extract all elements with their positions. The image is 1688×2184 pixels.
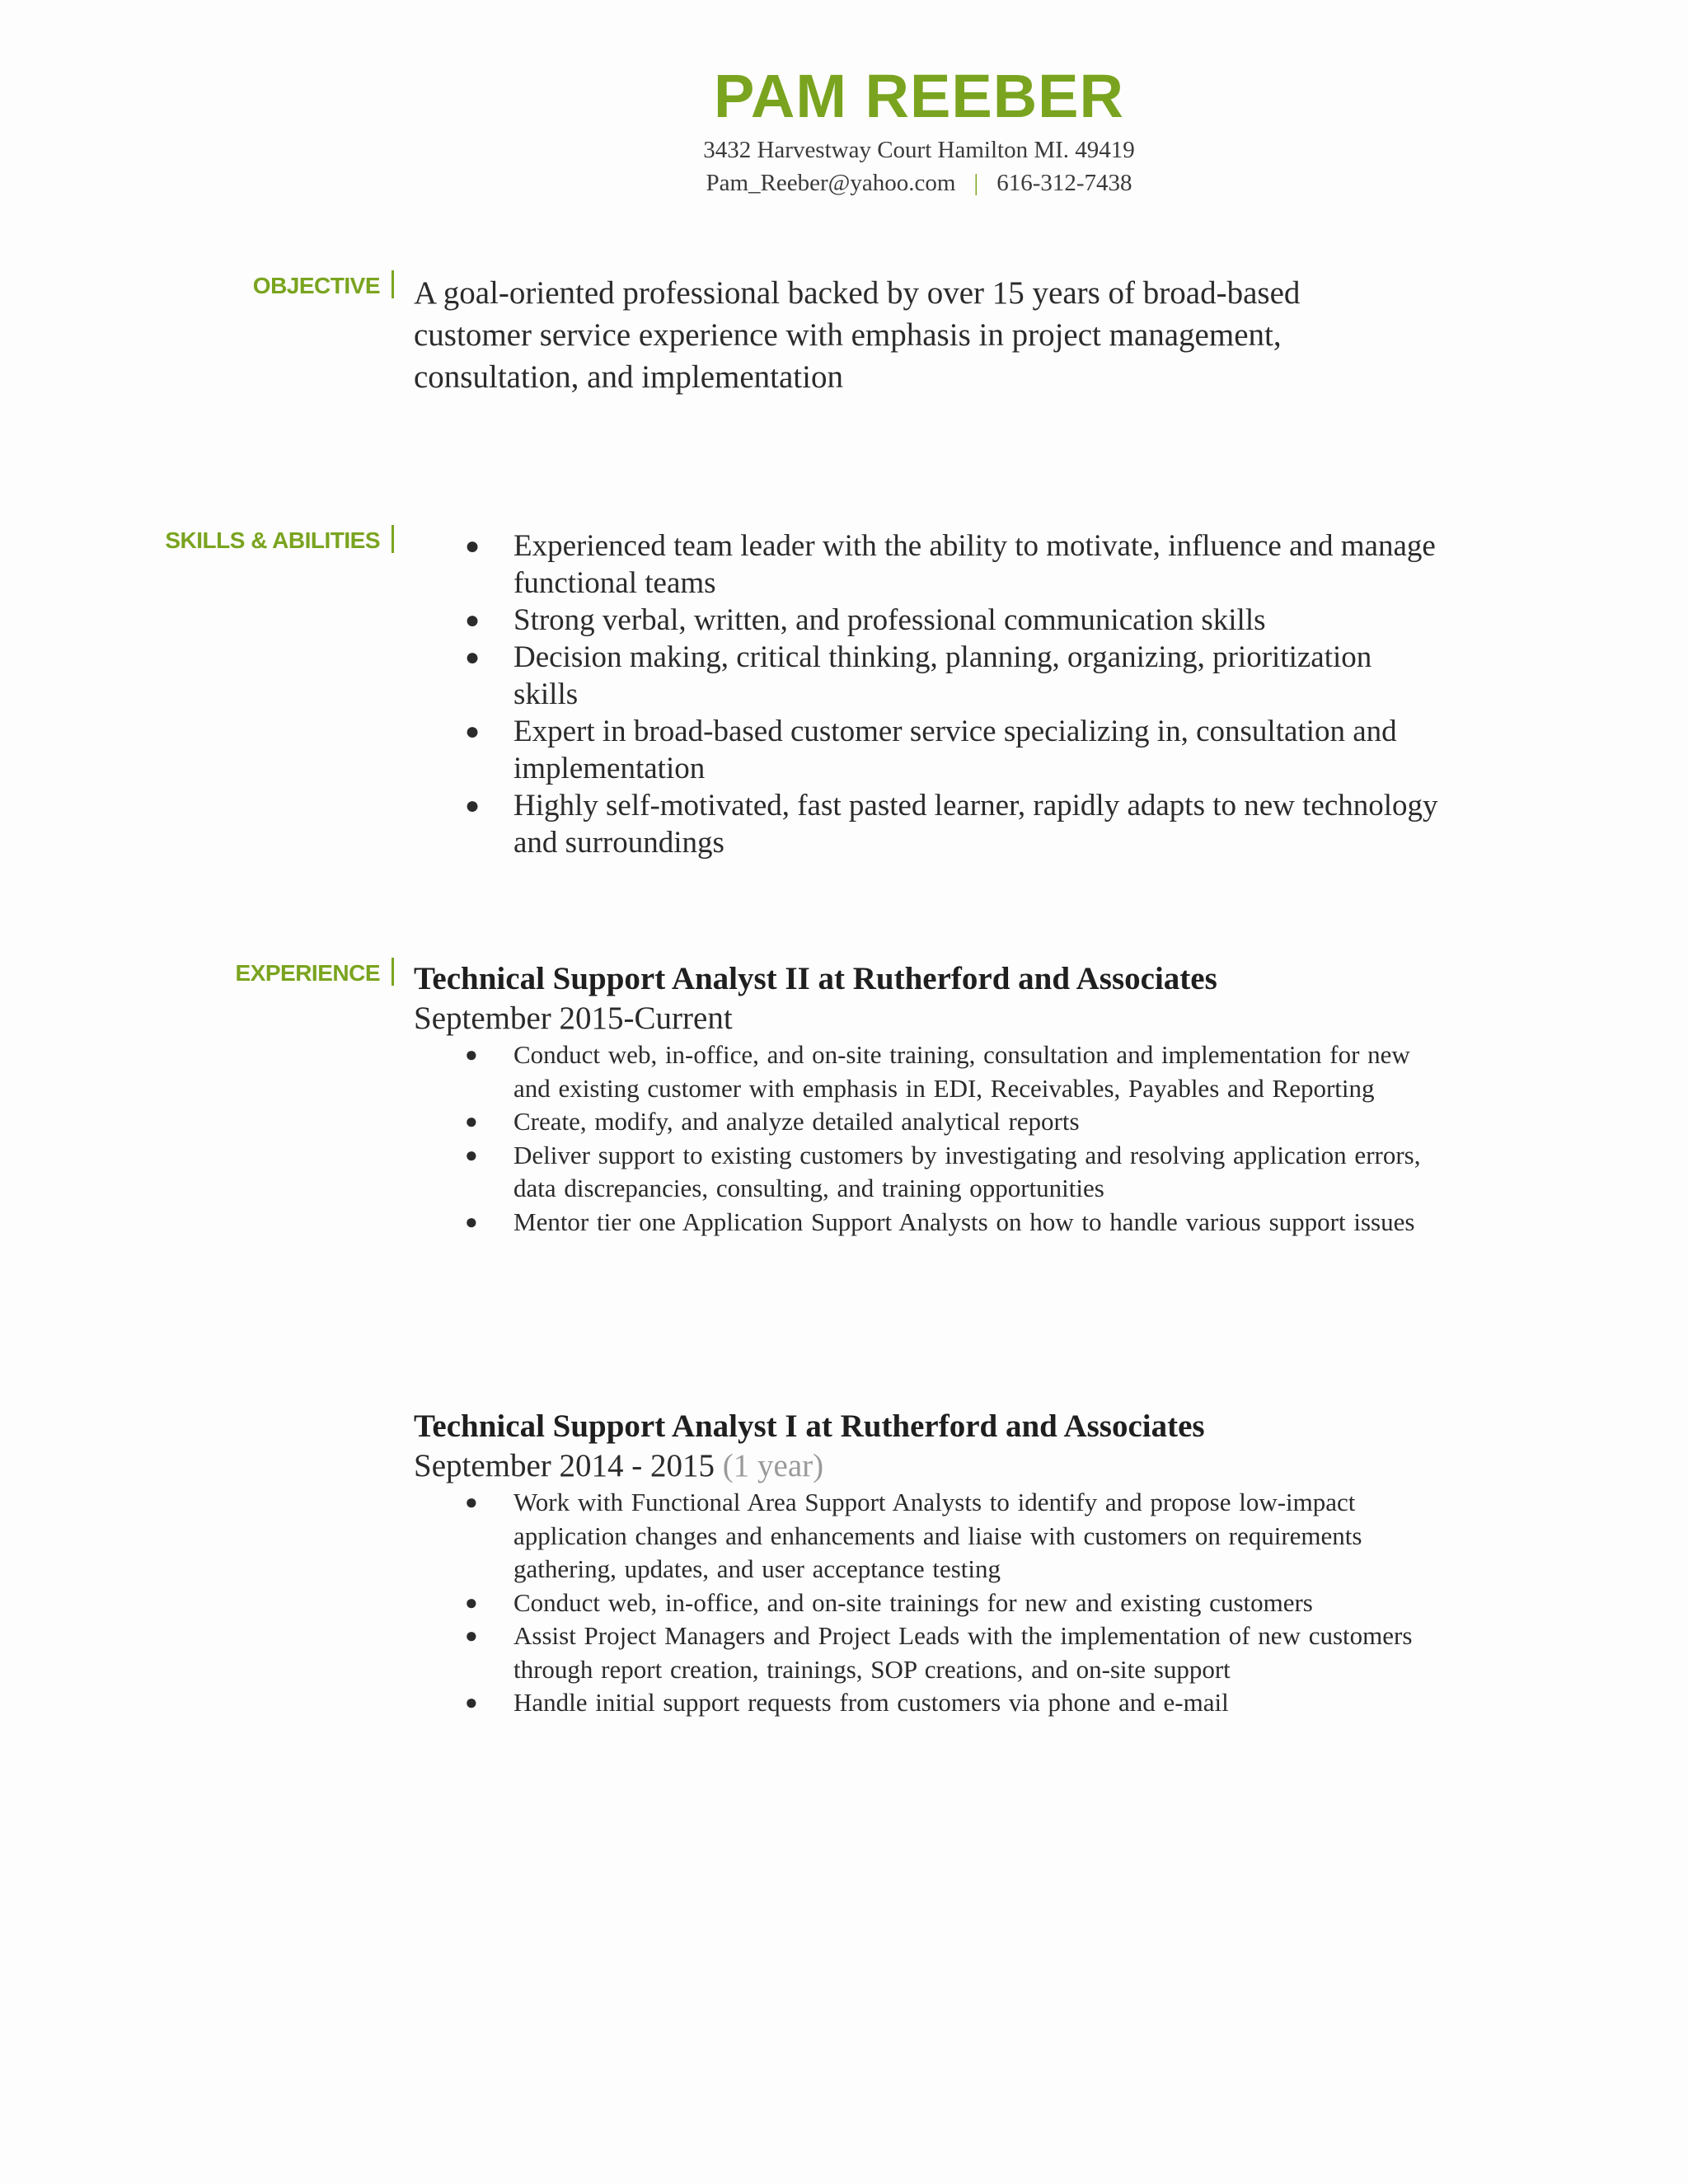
bullet-icon: ● [465, 1690, 478, 1714]
skill-text: Expert in broad-based customer service specializing in, consultation and implementation [513, 715, 1397, 785]
experience-label [236, 958, 395, 987]
job-entry [414, 1407, 1419, 1720]
objective-label-text: OBJECTIVE [252, 273, 380, 298]
job-entry [414, 959, 1444, 1239]
label-divider [392, 958, 394, 986]
skill-text: Decision making, critical thinking, planning, organizing, prioritization skills [513, 640, 1372, 711]
bullet-icon: ● [465, 1490, 478, 1514]
bullet-icon: ● [465, 1624, 478, 1647]
skill-text: Experienced team leader with the ability to motivate, influence and manage functional teams [513, 529, 1436, 600]
job-item [414, 1686, 1419, 1720]
skill-item [414, 713, 1440, 787]
skills-label-text: SKILLS & ABILITIES [165, 527, 380, 553]
job-item-text: Create, modify, and analyze detailed analytical reports [513, 1107, 1080, 1136]
job-responsibilities [414, 1038, 1444, 1239]
candidate-name: PAM REEBER [714, 62, 1124, 130]
job-item [414, 1619, 1419, 1686]
skills-list [414, 527, 1440, 861]
job-item-text: Conduct web, in-office, and on-site training, consultation and implementation for new and existing customer with emphasis in EDI, Receivables, Payables and Reporting [513, 1040, 1410, 1103]
skill-item [414, 787, 1440, 861]
bullet-icon: ● [465, 644, 481, 671]
job-dates-text: September 2014 - 2015 [414, 1448, 715, 1483]
phone: 616-312-7438 [996, 170, 1132, 196]
job-title: Technical Support Analyst II at Rutherford and Associates [414, 961, 1217, 996]
resume-header [0, 59, 1688, 199]
experience-label-text: EXPERIENCE [235, 960, 380, 986]
job-item-text: Conduct web, in-office, and on-site trainings for new and existing customers [513, 1587, 1313, 1617]
job-item [414, 1139, 1444, 1206]
bullet-icon: ● [465, 1142, 478, 1167]
skill-item [414, 639, 1440, 713]
bullet-icon: ● [465, 1109, 478, 1133]
contact-info [0, 166, 1688, 199]
bullet-icon: ● [465, 1043, 478, 1066]
objective-text: A goal-oriented professional backed by over 15 years of broad-based customer service experience with emphasis in project management, consultation, and implementation [414, 275, 1301, 395]
skill-item [414, 602, 1440, 639]
address: 3432 Harvestway Court Hamilton MI. 49419 [703, 137, 1135, 163]
job-item [414, 1105, 1444, 1139]
job-title: Technical Support Analyst I at Rutherford and Associates [414, 1408, 1205, 1444]
job-item-text: Handle initial support requests from customers via phone and e-mail [513, 1688, 1229, 1717]
objective-label [253, 270, 394, 299]
job-item-text: Work with Functional Area Support Analysts to identify and propose low-impact application changes and enhancements and liaise with customers on requirements gathering, updates, and user acceptance testing [513, 1488, 1362, 1583]
bullet-icon: ● [465, 718, 481, 745]
bullet-icon: ● [465, 532, 481, 560]
job-item [414, 1206, 1444, 1240]
bullet-icon: ● [465, 1590, 478, 1615]
label-divider [392, 270, 394, 298]
job-item [414, 1586, 1419, 1620]
job-item-text: Mentor tier one Application Support Analysts on how to handle various support issues [513, 1207, 1415, 1236]
job-dates-text: September 2015-Current [414, 1001, 733, 1036]
job-item [414, 1486, 1419, 1586]
bullet-icon: ● [465, 792, 481, 819]
bullet-icon: ● [465, 1209, 478, 1234]
job-duration: (1 year) [722, 1448, 824, 1483]
job-item-text: Assist Project Managers and Project Leads with the implementation of new customers through report creation, trainings, SOP creations, and on-site support [513, 1621, 1413, 1684]
skills-section [414, 527, 1440, 861]
objective-section [414, 272, 1395, 398]
skill-text: Highly self-motivated, fast pasted learner, rapidly adapts to new technology and surroundings [513, 789, 1438, 860]
job-responsibilities [414, 1486, 1419, 1720]
bullet-icon: ● [465, 607, 481, 634]
job-dates [414, 1446, 1419, 1486]
skill-item [414, 527, 1440, 602]
skills-label [165, 525, 394, 554]
contact-separator: | [973, 170, 979, 196]
job-dates [414, 999, 1444, 1038]
email: Pam_Reeber@yahoo.com [706, 170, 956, 196]
label-divider [392, 525, 394, 553]
skill-text: Strong verbal, written, and professional communication skills [513, 603, 1266, 637]
job-item-text: Deliver support to existing customers by investigating and resolving application errors, data discrepancies, consulting, and training opportunities [513, 1140, 1421, 1202]
job-item [414, 1038, 1444, 1105]
